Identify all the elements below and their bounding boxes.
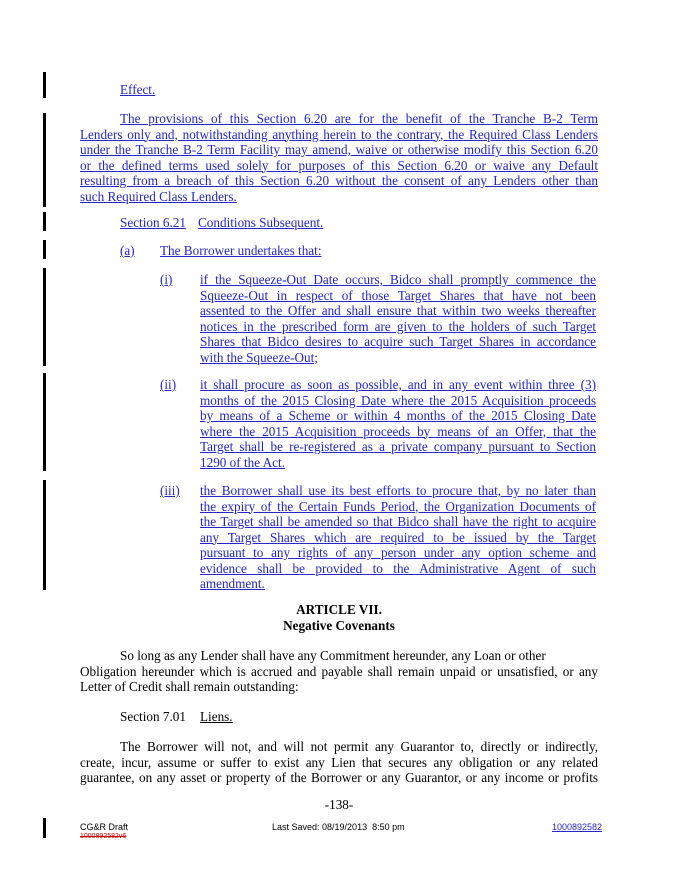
section-title: Conditions Subsequent. (198, 215, 324, 230)
paragraph-line: So long as any Lender shall have any Commitment hereunder, any Loan or other (120, 648, 546, 663)
paragraph-line: Lenders only and, notwithstanding anything herein to the contrary, the Required Class Lenders (80, 126, 598, 142)
article-number: ARTICLE VII. (296, 602, 382, 617)
change-bar (43, 240, 46, 259)
paragraph-line: The Borrower will not, and will not permit any Guarantor to, directly or indirectly, (120, 739, 598, 754)
paragraph-line: resulting from a breach of this Section 6.20 without the consent of any Lenders other than (80, 173, 598, 188)
item-label: (a) (120, 243, 135, 258)
footer-left (80, 822, 128, 842)
change-bar (43, 268, 46, 366)
item-label: (ii) (160, 377, 177, 392)
item-line: the Target shall be amended so that Bidco shall have the right to acquire (200, 514, 596, 529)
item-line: amendment. (200, 576, 265, 591)
paragraph-line: Letter of Credit shall remain outstanding: (80, 679, 299, 694)
footer-draft-label: CG&R Draft (80, 822, 129, 832)
change-bar (43, 373, 46, 471)
item-line: the Borrower shall use its best efforts to procure that, by no later than (200, 483, 596, 498)
section-7-01-heading (120, 709, 233, 725)
item-text: The Borrower undertakes that: (160, 243, 322, 258)
item-line: evidence shall be provided to the Administrative Agent of such (200, 560, 596, 576)
item-ii-text (200, 377, 596, 470)
paragraph-line: Obligation hereunder which is accrued and payable shall remain unpaid or unsatisfied, or any (80, 663, 598, 679)
item-label: (iii) (160, 483, 180, 498)
effect-line: Effect. (120, 82, 156, 97)
item-line: where the 2015 Acquisition proceeds by means of an Offer, that the (200, 423, 596, 439)
paragraph-liens (80, 739, 598, 786)
section-6-21-heading (120, 215, 324, 231)
page-number: -138- (324, 797, 354, 812)
change-bar (43, 818, 46, 838)
change-bar (43, 113, 46, 207)
item-line: pursuant to any rights of any person under any option scheme and (200, 545, 596, 560)
item-line: it shall procure as soon as possible, and in any event within three (3) (200, 377, 596, 392)
item-iii-text (200, 483, 596, 592)
item-line: with the Squeeze-Out; (200, 349, 318, 365)
change-bar (43, 72, 46, 98)
change-bar (43, 212, 46, 231)
paragraph-line: The provisions of this Section 6.20 are for the benefit of the Tranche B-2 Term (120, 111, 598, 126)
section-number: Section 6.21 (120, 215, 186, 230)
item-line: Target shall be re-registered as a private company pursuant to Section (200, 439, 596, 454)
item-line: any Target Shares which are required to be issued by the Target (200, 529, 596, 545)
paragraph-line: such Required Class Lenders. (80, 188, 237, 204)
article-title: Negative Covenants (283, 617, 395, 633)
item-line: by means of a Scheme or within 4 months of the 2015 Closing Date (200, 408, 596, 423)
paragraph-line: guarantee, on any asset or property of the Borrower or any Guarantor, or any income or profits (80, 770, 598, 785)
paragraph-negative-covenants (80, 648, 598, 695)
article-heading (80, 602, 598, 633)
item-line: assented to the Offer and shall ensure that within two weeks thereafter (200, 303, 596, 318)
paragraph-section-6-20 (80, 111, 598, 204)
footer-last-saved: Last Saved: 08/19/2013 8:50 pm (272, 822, 405, 832)
item-line: months of the 2015 Closing Date where the 2015 Acquisition proceeds (200, 392, 596, 408)
item-line: Squeeze-Out in respect of those Target Shares that have not been (200, 287, 596, 303)
paragraph-line: under the Tranche B-2 Term Facility may amend, waive or otherwise modify this Section 6.20 (80, 142, 598, 157)
item-a (120, 243, 620, 259)
item-line: if the Squeeze-Out Date occurs, Bidco shall promptly commence the (200, 272, 596, 287)
paragraph-line: or the defined terms used solely for purposes of this Section 6.20 or waive any Default (80, 157, 598, 173)
section-title: Liens. (200, 709, 233, 724)
item-label: (i) (160, 272, 173, 287)
footer-struck-doc-id: 1000892582v6 (80, 833, 127, 840)
item-line: notices in the prescribed form are given to the holders of such Target (200, 318, 596, 334)
item-line: the expiry of the Certain Funds Period, the Organization Documents of (200, 498, 596, 514)
section-number: Section 7.01 (120, 709, 186, 724)
change-bar (43, 480, 46, 590)
item-i-text (200, 272, 596, 365)
item-line: Shares that Bidco desires to acquire such Target Shares in accordance (200, 334, 596, 349)
footer-doc-id: 1000892582 (552, 822, 603, 832)
item-line: 1290 of the Act. (200, 454, 285, 470)
paragraph-line: create, incur, assume or suffer to exist any Lien that secures any obligation or any related (80, 754, 598, 770)
